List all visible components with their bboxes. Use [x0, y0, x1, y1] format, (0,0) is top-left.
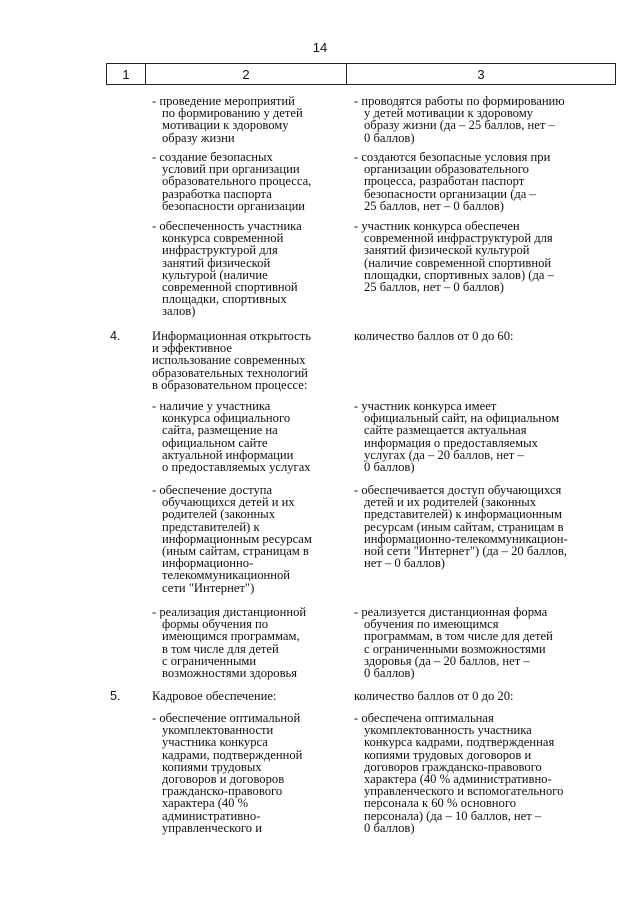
- section-score-range: количество баллов от 0 до 20:: [354, 689, 514, 703]
- column-header-row: [107, 64, 616, 85]
- criterion-text: - обеспеченность участника конкурса современной инфраструктурой для занятий физической культурой (наличие современной спортивной площадки, спортивных залов): [152, 219, 302, 319]
- evaluation-text: - обеспечена оптимальная укомплектованность участника конкурса кадрами, подтвержденная копиями трудовых договоров и договоров гражданско-правового характера (40 % административно- управленческого и вспомогательного персонала к 60 % основного персонала) (да – 10 баллов, нет – 0 баллов): [354, 711, 564, 835]
- evaluation-text: - участник конкурса имеет официальный сайт, на официальном сайте размещается актуальная информация о предоставляемых услугах (да – 20 баллов, нет – 0 баллов): [354, 399, 560, 475]
- section-title: Информационная открытость и эффективное использование современных образовательных технологий в образовательном процессе:: [152, 329, 311, 392]
- column-header-1: 1: [107, 64, 146, 85]
- evaluation-text: - участник конкурса обеспечен современной инфраструктурой для занятий физической культурой (наличие современной спортивной площадки, спортивных залов) (да – 25 баллов, нет – 0 баллов): [354, 219, 554, 295]
- column-header-2: 2: [146, 64, 347, 85]
- criterion-text: - проведение мероприятий по формированию у детей мотивации к здоровому образу жизни: [152, 94, 303, 145]
- criterion-text: - наличие у участника конкурса официального сайта, размещение на официальном сайте актуальной информации о предоставляемых услугах: [152, 399, 311, 475]
- evaluation-text: - создаются безопасные условия при организации образовательного процесса, разработан паспорт безопасности организации (да – 25 баллов, нет – 0 баллов): [354, 150, 551, 213]
- row-number: 4.: [110, 329, 121, 343]
- criterion-text: - реализация дистанционной формы обучения по имеющимся программам, в том числе для детей с ограниченными возможностями здоровья: [152, 605, 307, 681]
- evaluation-text: - реализуется дистанционная форма обучения по имеющимся программам, в том числе для детей с ограниченными возможностями здоровья (да – 20 баллов, нет – 0 баллов): [354, 605, 553, 681]
- page-number: 14: [312, 40, 328, 55]
- column-header-3: 3: [347, 64, 616, 85]
- section-title: Кадровое обеспечение:: [152, 689, 277, 703]
- row-number: 5.: [110, 689, 121, 703]
- column-header-table: [106, 63, 616, 85]
- criterion-text: - обеспечение оптимальной укомплектованности участника конкурса кадрами, подтвержденной копиями трудовых договоров и договоров гражданско-правового характера (40 % административно- управленческого и: [152, 711, 303, 835]
- criterion-text: - обеспечение доступа обучающихся детей и их родителей (законных представителей) к информационным ресурсам (иным сайтам, страницам в информационно- телекоммуникационной сети "Интернет"): [152, 483, 312, 595]
- evaluation-text: - проводятся работы по формированию у детей мотивации к здоровому образу жизни (да – 25 баллов, нет – 0 баллов): [354, 94, 565, 145]
- criterion-text: - создание безопасных условий при организации образовательного процесса, разработка паспорта безопасности организации: [152, 150, 312, 213]
- section-score-range: количество баллов от 0 до 60:: [354, 329, 514, 343]
- evaluation-text: - обеспечивается доступ обучающихся детей и их родителей (законных представителей) к информационным ресурсам (иным сайтам, страницам в информационно-телекоммуникацион- ной сети "Интернет") (да – 20 баллов, нет – 0 баллов): [354, 483, 568, 571]
